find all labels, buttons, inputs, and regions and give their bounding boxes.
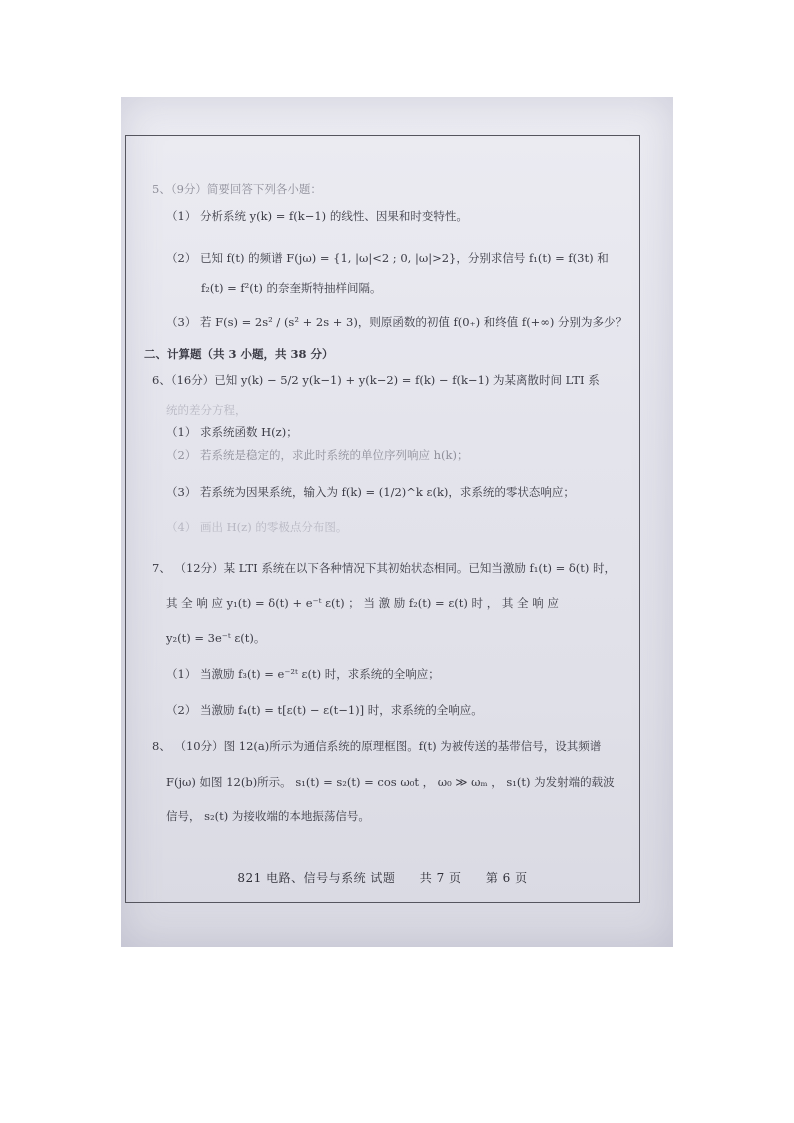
section2-title: 二、计算题（共 3 小题，共 38 分） — [144, 347, 334, 361]
footer-total-pages: 共 7 页 — [419, 871, 462, 885]
footer-page-number: 第 6 页 — [485, 871, 528, 885]
q7-part1: （1） 当激励 f₃(t) = e⁻²ᵗ ε(t) 时，求系统的全响应； — [166, 667, 440, 681]
q6-part4: （4） 画出 H(z) 的零极点分布图。 — [166, 520, 348, 534]
exam-page-border — [125, 135, 640, 903]
footer-exam-code: 821 电路、信号与系统 试题 — [237, 871, 396, 885]
q5-part2b: f₂(t) = f²(t) 的奈奎斯特抽样间隔。 — [201, 281, 382, 295]
q7-line2: 其 全 响 应 y₁(t) = δ(t) + e⁻ᵗ ε(t) ； 当 激 励 f₂(t) = ε(t) 时 ， 其 全 响 应 — [166, 596, 559, 610]
q8-line2: F(jω) 如图 12(b)所示。 s₁(t) = s₂(t) = cos ω₀t ， ω₀ ≫ ωₘ ， s₁(t) 为发射端的载波 — [166, 775, 615, 789]
q6-part3: （3） 若系统为因果系统，输入为 f(k) = (1/2)^k ε(k)，求系统的零状态响应； — [166, 485, 575, 499]
q5-part2a: （2） 已知 f(t) 的频谱 F(jω) = {1, |ω|<2 ; 0, |ω|>2}，分别求信号 f₁(t) = f(3t) 和 — [166, 251, 609, 265]
q7-part2: （2） 当激励 f₄(t) = t[ε(t) − ε(t−1)] 时，求系统的全响应。 — [166, 703, 483, 717]
q8-line3: 信号， s₂(t) 为接收端的本地振荡信号。 — [166, 809, 370, 823]
page-footer — [126, 869, 639, 886]
q5-header: 5、（9分）简要回答下列各小题： — [152, 182, 322, 196]
q7-line3: y₂(t) = 3e⁻ᵗ ε(t)。 — [166, 631, 266, 645]
q8-line1: 8、 （10分）图 12(a)所示为通信系统的原理框图。f(t) 为被传送的基带信号，设其频谱 — [152, 739, 602, 753]
q6-header: 6、（16分）已知 y(k) − 5/2 y(k−1) + y(k−2) = f(k) − f(k−1) 为某离散时间 LTI 系 — [152, 373, 600, 387]
q6-part2: （2） 若系统是稳定的，求此时系统的单位序列响应 h(k)； — [166, 448, 469, 462]
q6-part1: （1） 求系统函数 H(z)； — [166, 425, 298, 439]
q5-part1: （1） 分析系统 y(k) = f(k−1) 的线性、因果和时变特性。 — [166, 209, 468, 223]
q6-continuation: 统的差分方程， — [166, 403, 247, 417]
q5-part3: （3） 若 F(s) = 2s² / (s² + 2s + 3)，则原函数的初值 f(0₊) 和终值 f(+∞) 分别为多少？ — [166, 315, 628, 329]
q7-header: 7、 （12分）某 LTI 系统在以下各种情况下其初始状态相同。已知当激励 f₁(t) = δ(t) 时， — [152, 561, 617, 575]
